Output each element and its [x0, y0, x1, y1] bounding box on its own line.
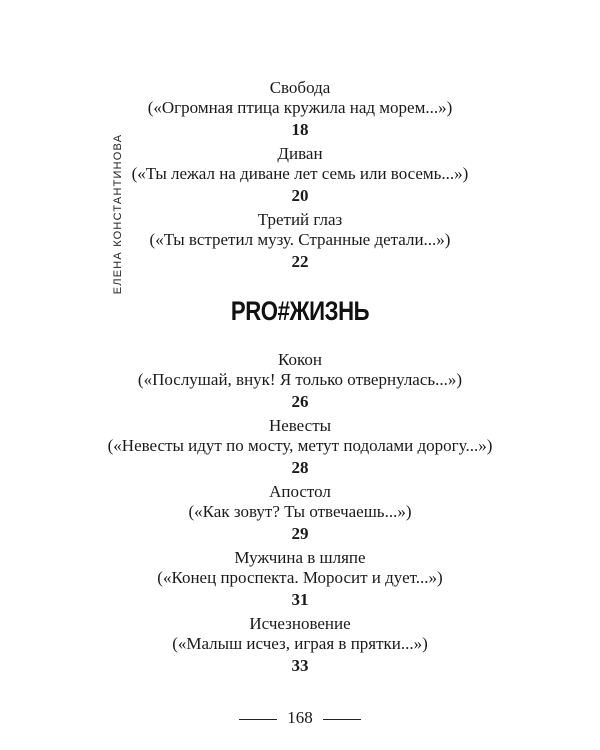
- toc-entry-quote: («Ты встретил музу. Странные детали...»): [149, 230, 451, 249]
- toc-entry-title: Мужчина в шляпе: [234, 548, 366, 567]
- toc-entry-page: 26: [291, 392, 309, 411]
- toc-entry-quote: («Как зовут? Ты отвечаешь...»): [188, 502, 412, 521]
- toc-entry-quote: («Послушай, внук! Я только отвернулась...»): [137, 370, 463, 389]
- author-running-head: ЕЛЕНА КОНСТАНТИНОВА: [112, 133, 124, 295]
- toc-entry-title: Апостол: [269, 482, 331, 501]
- footer-rule-left: [239, 719, 277, 720]
- toc-entry-page: 28: [291, 458, 309, 477]
- toc-entry-title: Невесты: [268, 416, 332, 435]
- toc-entry-quote: («Огромная птица кружила над морем...»): [147, 98, 453, 117]
- toc-entry[interactable]: [0, 350, 600, 416]
- page-footer: [0, 708, 600, 728]
- toc-group-bottom: [0, 350, 600, 680]
- toc-entry-title: Исчезновение: [249, 614, 351, 633]
- toc-entry-title: Свобода: [269, 78, 331, 97]
- toc-entry[interactable]: [0, 210, 600, 276]
- toc-entry-quote: («Малыш исчез, играя в прятки...»): [172, 634, 428, 653]
- toc-entry[interactable]: [0, 416, 600, 482]
- toc-entry-quote: («Конец проспекта. Моросит и дует...»): [157, 568, 443, 587]
- toc-group-top: [0, 78, 600, 276]
- toc-entry-page: 33: [291, 656, 309, 675]
- toc-entry-page: 31: [291, 590, 309, 609]
- toc-entry[interactable]: [0, 614, 600, 680]
- toc-entry[interactable]: [0, 144, 600, 210]
- page-number: 168: [287, 708, 313, 727]
- toc-entry-page: 18: [291, 120, 309, 139]
- footer-rule-right: [323, 719, 361, 720]
- toc-entry-title: Третий глаз: [257, 210, 343, 229]
- toc-entry[interactable]: [0, 482, 600, 548]
- toc-entry-page: 29: [291, 524, 309, 543]
- toc-entry-title: Диван: [277, 144, 323, 163]
- toc-entry-page: 22: [291, 252, 309, 271]
- toc-entry-title: Кокон: [278, 350, 322, 369]
- toc-entry-page: 20: [291, 186, 309, 205]
- toc-entry-quote: («Невесты идут по мосту, метут подолами дорогу...»): [107, 436, 493, 455]
- toc-entry[interactable]: [0, 78, 600, 144]
- toc-entry-quote: («Ты лежал на диване лет семь или восемь...»): [131, 164, 469, 183]
- toc-entry[interactable]: [0, 548, 600, 614]
- section-heading: PRO#ЖИЗНЬ: [230, 296, 370, 326]
